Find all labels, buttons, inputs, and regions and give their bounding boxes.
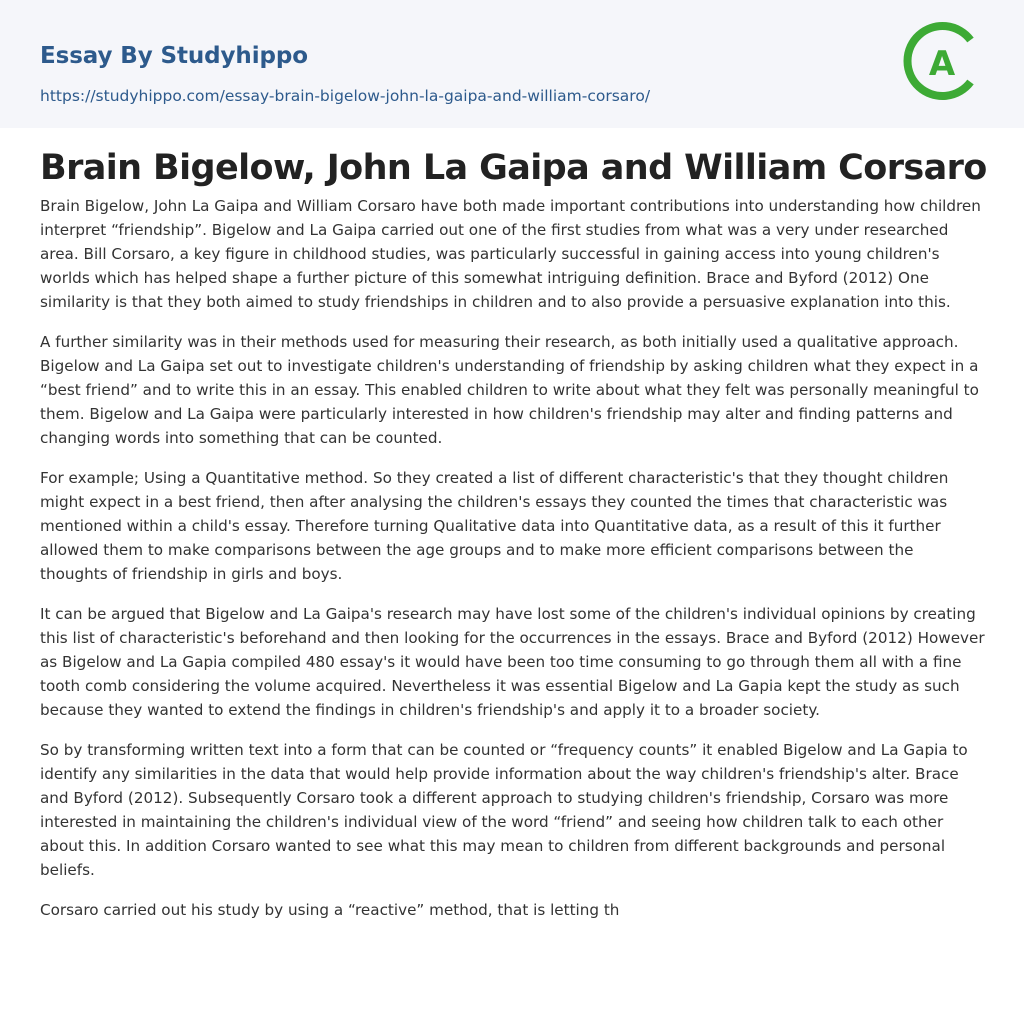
- paragraph: A further similarity was in their methods used for measuring their research, as both initially used a qualitative approach. Bigelow and La Gaipa set out to investigate children's understanding of friendship by asking children what they expect in a “best friend” and to write this in an essay. This enabled children to write about what they felt was personally meaningful to them. Bigelow and La Gaipa were particularly interested in how children's friendship may alter and finding patterns and changing words into something that can be counted.: [40, 333, 979, 447]
- logo-graphic: [900, 20, 984, 104]
- article-title: Brain Bigelow, John La Gaipa and William Corsaro: [40, 148, 987, 188]
- paragraph: So by transforming written text into a form that can be counted or “frequency counts” it enabled Bigelow and La Gapia to identify any similarities in the data that would help provide information about the way children's friendship's alter. Brace and Byford (2012). Subsequently Corsaro took a different approach to studying children's friendship, Corsaro was more interested in maintaining the children's individual view of the word “friend” and seeing how children talk to each other about this. In addition Corsaro wanted to see what this may mean to children from different backgrounds and personal beliefs.: [40, 741, 968, 879]
- paragraph-truncated: Corsaro carried out his study by using a “reactive” method, that is letting th: [40, 901, 620, 919]
- article: [0, 146, 1024, 922]
- logo-letter: A: [928, 44, 956, 84]
- paragraph: It can be argued that Bigelow and La Gaipa's research may have lost some of the children's individual opinions by creating this list of characteristic's beforehand and then looking for the occurrences in the essays. Brace and Byford (2012) However as Bigelow and La Gapia compiled 480 essay's it would have been too time consuming to go through them all with a fine tooth comb considering the volume acquired. Nevertheless it was essential Bigelow and La Gapia kept the study as such because they wanted to extend the findings in children's friendship's and apply it to a broader society.: [40, 605, 985, 719]
- site-header: [0, 0, 1024, 128]
- essay-url-link[interactable]: https://studyhippo.com/essay-brain-bigelow-john-la-gaipa-and-william-corsaro/: [40, 87, 651, 105]
- studyhippo-logo-icon[interactable]: [900, 20, 984, 104]
- site-title[interactable]: Essay By Studyhippo: [40, 43, 308, 69]
- paragraph: Brain Bigelow, John La Gaipa and William Corsaro have both made important contributions into understanding how children interpret “friendship”. Bigelow and La Gaipa carried out one of the first studies from what was a very under researched area. Bill Corsaro, a key figure in childhood studies, was particularly successful in gaining access into young children's worlds which has helped shape a further picture of this somewhat intriguing definition. Brace and Byford (2012) One similarity is that they both aimed to study friendships in children and to also provide a persuasive explanation into this.: [40, 197, 981, 311]
- paragraph: For example; Using a Quantitative method. So they created a list of different characteristic's that they thought children might expect in a best friend, then after analysing the children's essays they counted the times that characteristic was mentioned within a child's essay. Therefore turning Qualitative data into Quantitative data, as a result of this it further allowed them to make comparisons between the age groups and to make more efficient comparisons between the thoughts of friendship in girls and boys.: [40, 469, 949, 583]
